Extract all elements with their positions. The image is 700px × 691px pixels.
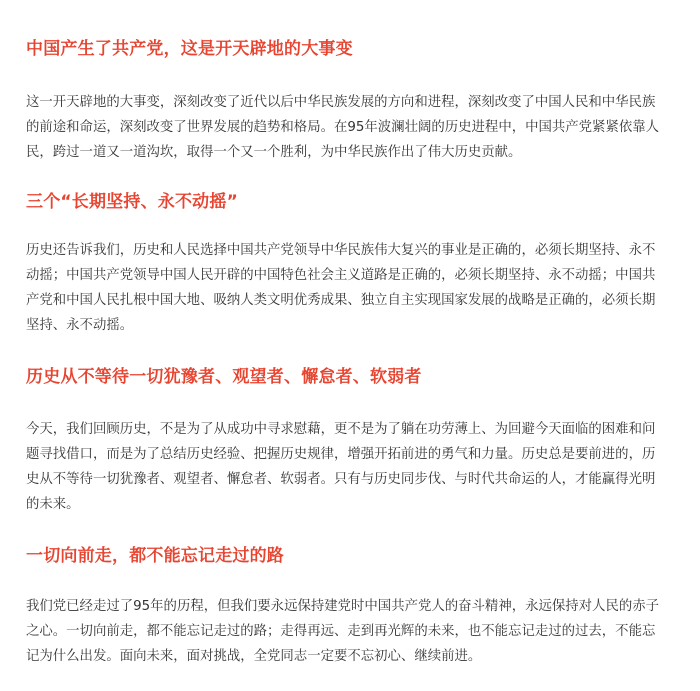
section-paragraph-4 [26,594,676,669]
paragraph-line: 产党和中国人民扎根中国大地、吸纳人类文明优秀成果、独立自主实现国家发展的战略是正确的，必须长期 [26,293,656,308]
section-paragraph-3 [26,417,676,517]
paragraph-line: 民，跨过一道又一道沟坎，取得一个又一个胜利，为中华民族作出了伟大历史贡献。 [26,145,522,160]
paragraph-line: 的前途和命运，深刻改变了世界发展的趋势和格局。在95年波澜壮阔的历史进程中，中国共产党紧紧依靠人 [26,120,660,135]
paragraph-line: 历史还告诉我们，历史和人民选择中国共产党领导中华民族伟大复兴的事业是正确的，必须长期坚持、永不 [26,243,656,258]
paragraph-line: 之心。一切向前走，都不能忘记走过的路；走得再远、走到再光辉的未来，也不能忘记走过的过去，不能忘 [26,624,656,639]
section-heading-2: 三个“长期坚持、永不动摇” [26,192,238,212]
section-heading-3: 历史从不等待一切犹豫者、观望者、懈怠者、软弱者 [26,367,422,387]
paragraph-line: 坚持、永不动摇。 [26,318,134,333]
section-heading-1: 中国产生了共产党，这是开天辟地的大事变 [26,39,353,59]
section-paragraph-1 [26,90,676,165]
paragraph-line: 我们党已经走过了95年的历程，但我们要永远保持建党时中国共产党人的奋斗精神，永远保持对人民的赤子 [26,599,660,614]
paragraph-line: 的未来。 [26,497,80,512]
section-paragraph-2 [26,238,676,338]
paragraph-line: 题寻找借口，而是为了总结历史经验、把握历史规律，增强开拓前进的勇气和力量。历史总是要前进的，历 [26,447,656,462]
paragraph-line: 记为什么出发。面向未来，面对挑战，全党同志一定要不忘初心、继续前进。 [26,649,482,664]
paragraph-line: 今天，我们回顾历史，不是为了从成功中寻求慰藉，更不是为了躺在功劳薄上、为回避今天面临的困难和问 [26,422,656,437]
paragraph-line: 动摇；中国共产党领导中国人民开辟的中国特色社会主义道路是正确的，必须长期坚持、永不动摇；中国共 [26,268,656,283]
paragraph-line: 这一开天辟地的大事变，深刻改变了近代以后中华民族发展的方向和进程，深刻改变了中国人民和中华民族 [26,95,656,110]
paragraph-line: 史从不等待一切犹豫者、观望者、懈怠者、软弱者。只有与历史同步伐、与时代共命运的人，才能赢得光明 [26,472,656,487]
section-heading-4: 一切向前走，都不能忘记走过的路 [26,546,284,566]
